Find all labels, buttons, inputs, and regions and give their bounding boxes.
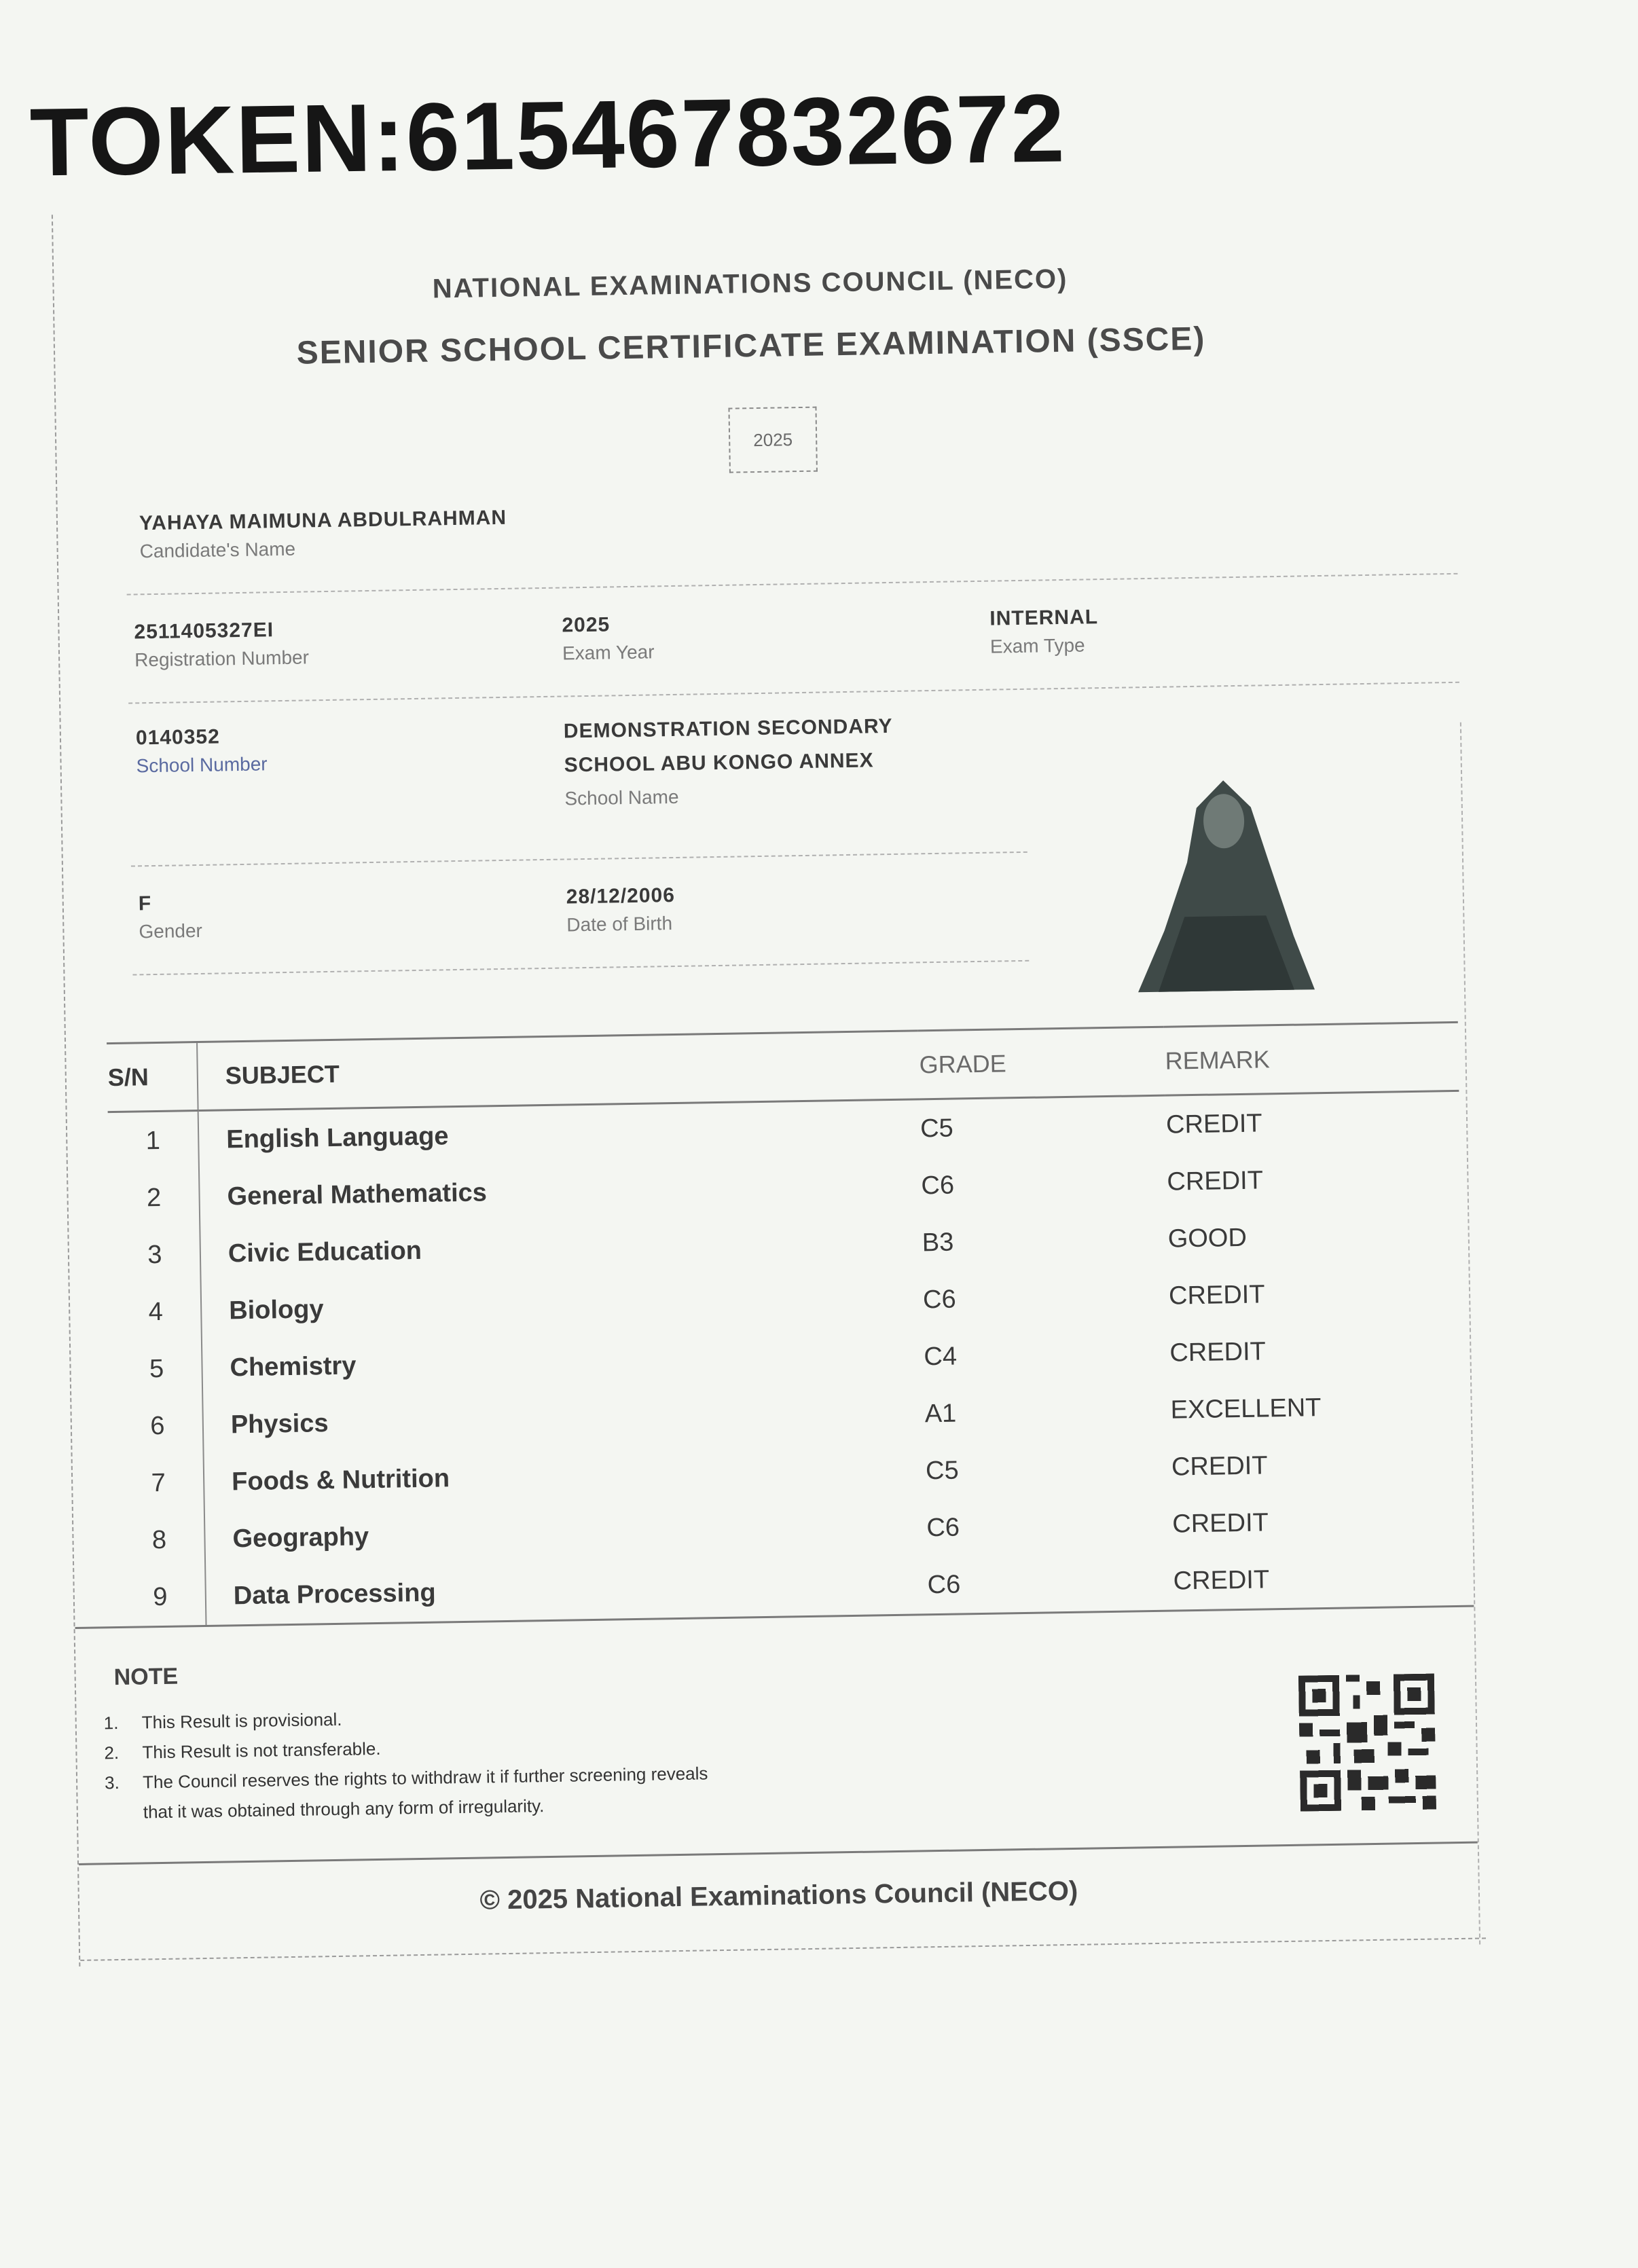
col-sn-header: S/N bbox=[107, 1042, 198, 1112]
reg-number: 2511405327EI bbox=[134, 619, 274, 644]
dob-field bbox=[566, 884, 675, 936]
row-grade: C6 bbox=[926, 1513, 960, 1542]
dob-label: Date of Birth bbox=[566, 913, 673, 936]
row-subject: Foods & Nutrition bbox=[231, 1463, 450, 1496]
row-sn: 1 bbox=[108, 1111, 199, 1171]
row-remark: CREDIT bbox=[1172, 1507, 1269, 1539]
row-subject: Chemistry bbox=[230, 1351, 357, 1382]
row-grade: C5 bbox=[920, 1114, 954, 1143]
row-subject: General Mathematics bbox=[227, 1177, 488, 1211]
row-remark: EXCELLENT bbox=[1170, 1393, 1322, 1425]
row-remark: CREDIT bbox=[1171, 1450, 1268, 1482]
note-item: 2. This Result is not transferable. bbox=[104, 1738, 381, 1763]
row-grade: C5 bbox=[925, 1456, 959, 1485]
footer-rule bbox=[79, 1842, 1478, 1865]
exam-type: INTERNAL bbox=[989, 606, 1099, 630]
row-sn: 4 bbox=[111, 1283, 202, 1341]
row-grade: A1 bbox=[924, 1399, 957, 1428]
row-sn: 7 bbox=[113, 1454, 204, 1512]
candidate-name: YAHAYA MAIMUNA ABDULRAHMAN bbox=[139, 506, 507, 535]
row-grade: C6 bbox=[921, 1171, 955, 1200]
gender-label: Gender bbox=[139, 919, 203, 943]
divider bbox=[132, 960, 1029, 976]
row-remark: CREDIT bbox=[1173, 1565, 1270, 1596]
note-list bbox=[103, 1698, 708, 1827]
sheet-bottom-edge bbox=[80, 1937, 1486, 1961]
token-number: TOKEN:615467832672 bbox=[29, 74, 1067, 197]
school-name-line1: DEMONSTRATION SECONDARY bbox=[563, 714, 893, 743]
exam-type-label: Exam Type bbox=[989, 634, 1085, 657]
school-name-field bbox=[564, 710, 894, 810]
school-number: 0140352 bbox=[135, 725, 221, 750]
row-subject: Biology bbox=[228, 1294, 324, 1325]
row-grade: C6 bbox=[922, 1285, 957, 1314]
reg-number-field bbox=[134, 618, 309, 671]
gender: F bbox=[138, 892, 152, 915]
row-remark: GOOD bbox=[1167, 1223, 1248, 1254]
qr-code-icon bbox=[1298, 1674, 1436, 1812]
exam-year-label: Exam Year bbox=[562, 641, 655, 664]
row-subject: Civic Education bbox=[228, 1236, 422, 1268]
row-grade: B3 bbox=[922, 1228, 954, 1257]
note-item: that it was obtained through any form of irregularity. bbox=[143, 1795, 545, 1823]
gender-field bbox=[139, 892, 203, 943]
row-sn: 5 bbox=[111, 1340, 202, 1398]
row-remark: CREDIT bbox=[1165, 1108, 1262, 1139]
school-number-field bbox=[136, 725, 268, 777]
results-table bbox=[107, 1021, 1467, 1626]
row-remark: CREDIT bbox=[1169, 1336, 1267, 1368]
row-subject: Geography bbox=[232, 1522, 369, 1553]
row-subject: Physics bbox=[230, 1408, 329, 1439]
row-grade: C6 bbox=[927, 1570, 961, 1599]
result-sheet bbox=[52, 193, 1472, 1967]
note-item: 3. The Council reserves the rights to withdraw it if further screening reveals bbox=[104, 1763, 708, 1793]
note-item: 1. This Result is provisional. bbox=[103, 1708, 342, 1734]
row-subject: Data Processing bbox=[233, 1578, 436, 1610]
row-sn: 9 bbox=[115, 1568, 206, 1626]
reg-number-label: Registration Number bbox=[134, 646, 310, 671]
col-subject-header: SUBJECT bbox=[197, 1031, 919, 1111]
sheet-right-edge bbox=[1460, 723, 1480, 1945]
school-name-label: School Name bbox=[564, 786, 679, 809]
row-remark: CREDIT bbox=[1167, 1165, 1264, 1196]
school-name-line2: SCHOOL ABU KONGO ANNEX bbox=[564, 749, 874, 777]
exam-year-field bbox=[562, 612, 655, 664]
col-grade-header: GRADE bbox=[918, 1027, 1165, 1099]
row-remark: CREDIT bbox=[1168, 1279, 1265, 1311]
row-sn: 8 bbox=[114, 1511, 205, 1569]
exam-year: 2025 bbox=[562, 613, 611, 637]
row-grade: C4 bbox=[924, 1342, 958, 1371]
dob: 28/12/2006 bbox=[566, 883, 676, 909]
candidate-photo bbox=[1121, 765, 1328, 1000]
candidate-name-field bbox=[139, 507, 507, 562]
exam-type-field bbox=[989, 606, 1099, 657]
school-number-label: School Number bbox=[136, 753, 268, 777]
council-title: NATIONAL EXAMINATIONS COUNCIL (NECO) bbox=[432, 263, 1068, 304]
row-sn: 6 bbox=[112, 1397, 203, 1455]
copyright-footer: © 2025 National Examinations Council (NECO) bbox=[479, 1876, 1078, 1916]
row-subject: English Language bbox=[225, 1121, 449, 1154]
row-sn: 3 bbox=[109, 1226, 200, 1284]
note-title: NOTE bbox=[113, 1663, 179, 1691]
col-remark-header: REMARK bbox=[1164, 1022, 1459, 1095]
exam-title: SENIOR SCHOOL CERTIFICATE EXAMINATION (SSCE) bbox=[296, 321, 1206, 371]
divider bbox=[131, 852, 1027, 867]
divider bbox=[128, 682, 1459, 704]
candidate-name-label: Candidate's Name bbox=[139, 538, 296, 562]
divider bbox=[127, 573, 1458, 596]
year-box: 2025 bbox=[728, 407, 817, 473]
row-sn: 2 bbox=[109, 1169, 200, 1227]
